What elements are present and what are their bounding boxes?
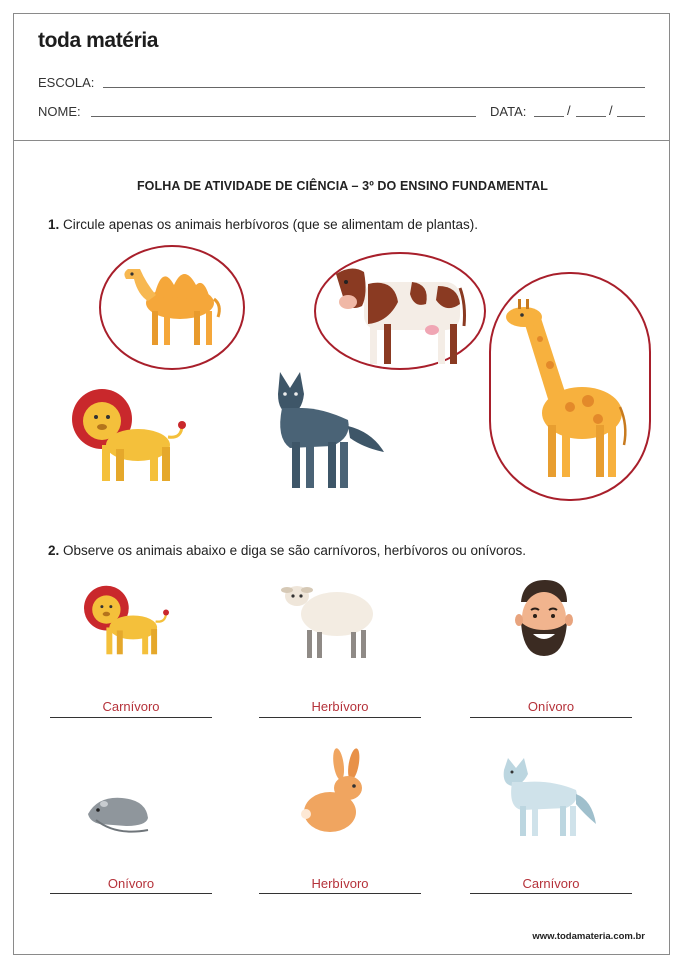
- answer-rabbit: Herbívoro: [311, 876, 369, 891]
- school-label: ESCOLA:: [38, 75, 95, 90]
- answer-sheep: Herbívoro: [311, 699, 369, 714]
- answer-line[interactable]: [470, 717, 632, 718]
- answer-rat: Onívoro: [107, 876, 155, 891]
- answer-white-wolf: Carnívoro: [522, 876, 580, 891]
- white-wolf-icon[interactable]: [502, 754, 597, 838]
- date-day-field[interactable]: [534, 116, 564, 117]
- lion-icon[interactable]: [72, 385, 190, 485]
- answer-lion: Carnívoro: [102, 699, 160, 714]
- answer-line[interactable]: [50, 717, 212, 718]
- school-field[interactable]: [103, 87, 645, 88]
- man-face-icon[interactable]: [515, 578, 573, 658]
- date-month-field[interactable]: [576, 116, 606, 117]
- date-label: DATA:: [490, 104, 527, 119]
- question-1-text: Circule apenas os animais herbívoros (que se alimentam de plantas).: [59, 217, 478, 232]
- answer-line[interactable]: [259, 717, 421, 718]
- date-year-field[interactable]: [617, 116, 645, 117]
- answer-man: Onívoro: [527, 699, 575, 714]
- giraffe-icon[interactable]: [500, 295, 630, 485]
- answer-line[interactable]: [259, 893, 421, 894]
- answer-line[interactable]: [470, 893, 632, 894]
- sheep-icon[interactable]: [281, 578, 376, 660]
- cow-icon[interactable]: [334, 264, 469, 369]
- page-title: FOLHA DE ATIVIDADE DE CIÊNCIA – 3º DO ENSINO FUNDAMENTAL: [136, 179, 549, 193]
- wolf-icon[interactable]: [272, 368, 387, 490]
- date-separator: /: [567, 103, 571, 118]
- lion-icon[interactable]: [84, 582, 172, 658]
- header-divider: [13, 140, 670, 141]
- camel-icon[interactable]: [118, 255, 228, 350]
- rabbit-icon[interactable]: [300, 754, 368, 834]
- name-label: NOME:: [38, 104, 81, 119]
- name-field[interactable]: [91, 116, 476, 117]
- question-2-text: Observe os animais abaixo e diga se são carnívoros, herbívoros ou onívoros.: [59, 543, 527, 558]
- rat-icon[interactable]: [86, 790, 154, 838]
- logo: toda matéria: [38, 29, 159, 52]
- footer-url[interactable]: www.todamateria.com.br: [532, 931, 645, 942]
- question-1-number: 1.: [48, 217, 60, 232]
- answer-line[interactable]: [50, 893, 212, 894]
- date-separator: /: [609, 103, 613, 118]
- question-2: [48, 543, 526, 558]
- question-1: [48, 217, 478, 232]
- question-2-number: 2.: [48, 543, 60, 558]
